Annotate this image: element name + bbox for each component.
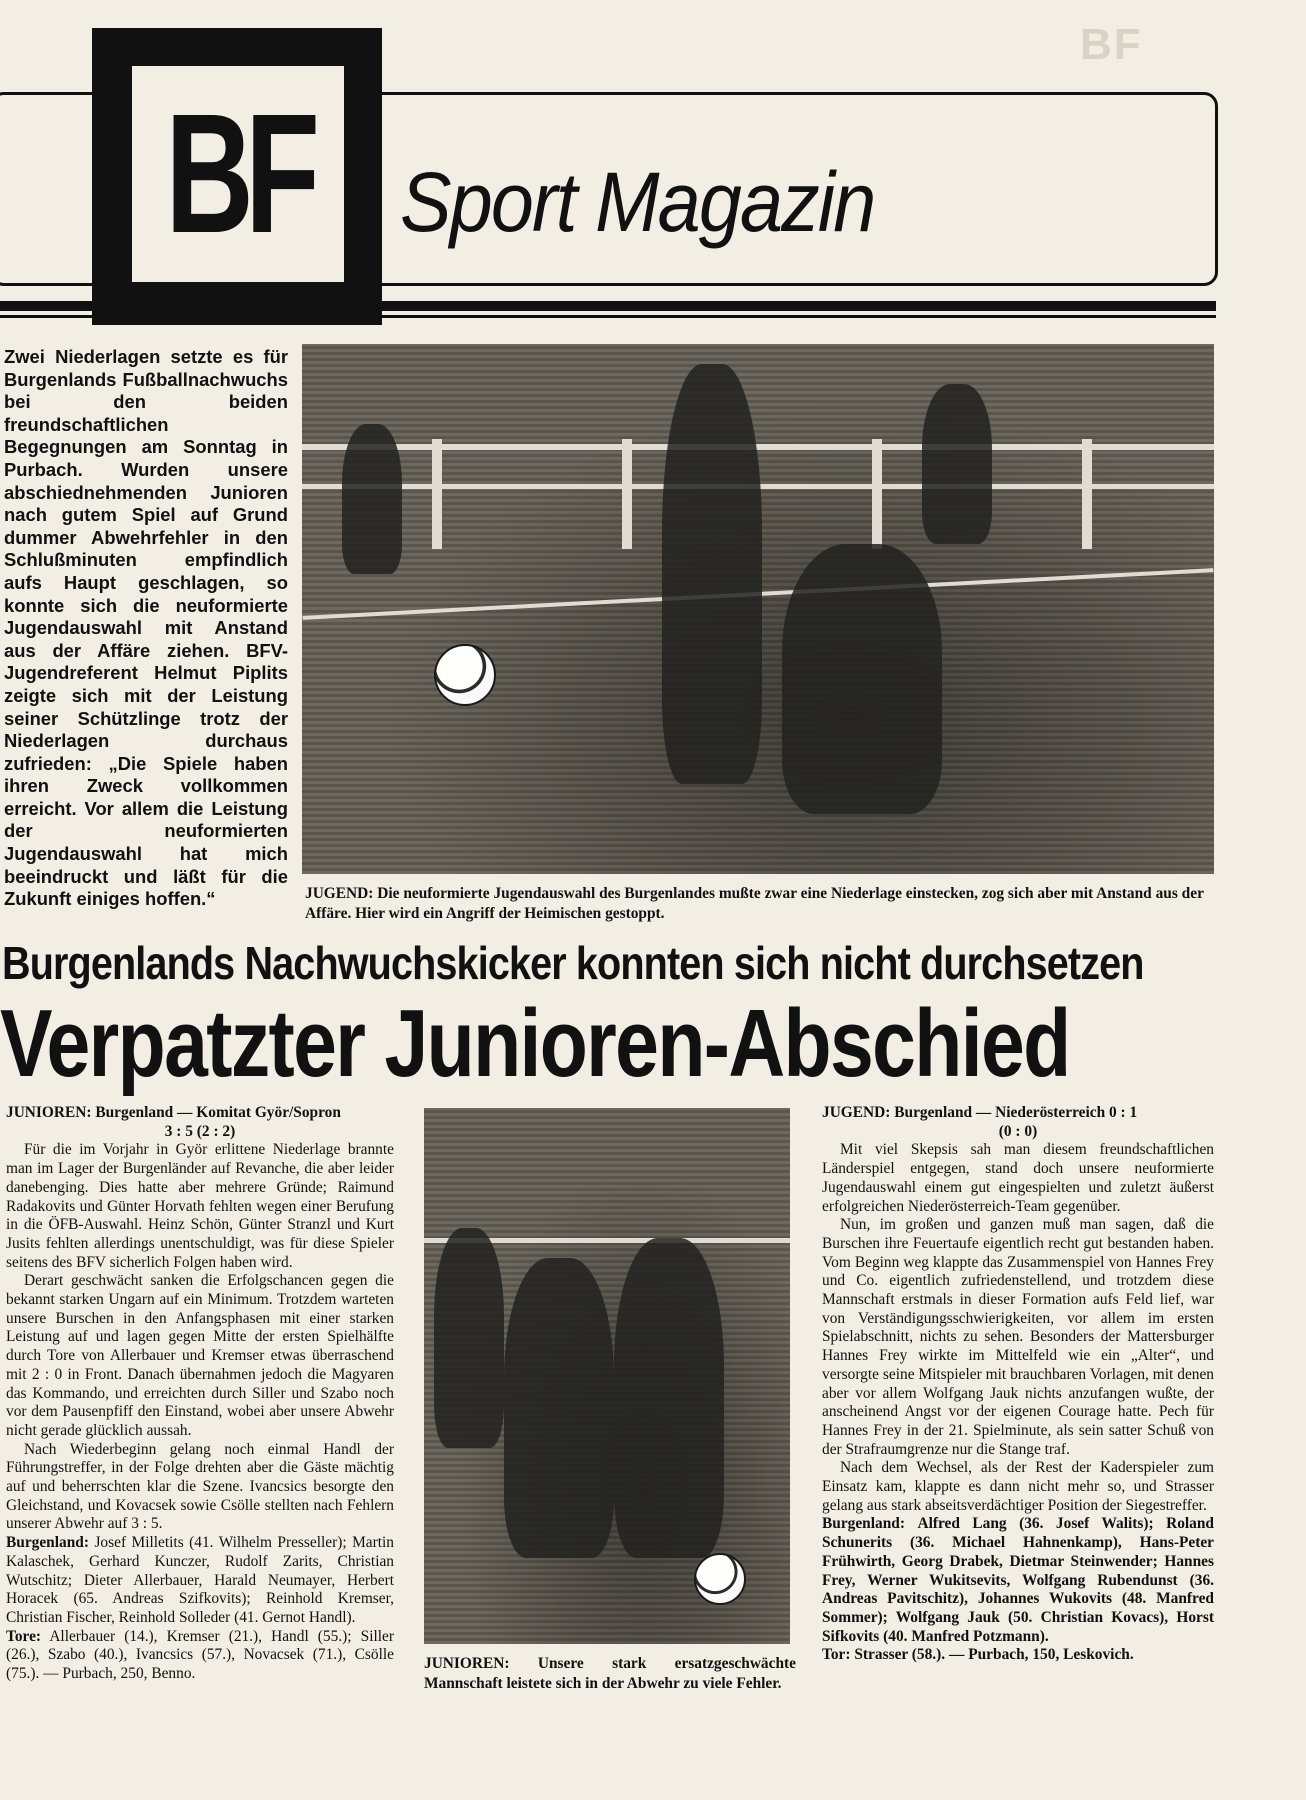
main-headline: Verpatzter Junioren-Abschied	[0, 990, 1070, 1097]
left-lineup: Josef Milletits (41. Wilhelm Presseller); Martin Kalaschek, Gerhard Kunczer, Rudolf Zarits, Christian Wutschitz; Dieter Allerbauer, Harald Neumayer, Herbert Horacek (65. Andreas Szifkovits); Reinhold Kremser, Christian Fischer, Reinhold Solleder (41. Gernot Handl).	[6, 1534, 394, 1626]
right-goals: Strasser (58.). — Purbach, 150, Leskovich.	[854, 1646, 1134, 1664]
right-paragraph-3: Nach dem Wechsel, als der Rest der Kaderspieler zum Einsatz kam, klappte es dann nicht mehr so, und Strasser gelang aus stark abseitsverdächtiger Position der Siegestreffer.	[822, 1459, 1214, 1514]
logo-text: BF	[165, 79, 311, 269]
photo-top	[302, 344, 1214, 874]
left-goals-label: Tore:	[6, 1627, 42, 1645]
left-goals: Allerbauer (14.), Kremser (21.), Handl (55.); Siller (26.), Szabo (40.), Ivancsics (57.), Novacsek (71.), Csölle (75.). — Purbach, 250, Benno.	[6, 1627, 395, 1683]
left-lineup-label: Burgenland:	[6, 1534, 89, 1552]
intro-text: Zwei Niederlagen setzte es für Burgenlands Fußballnachwuchs bei den beiden freundschaftlichen Begegnungen am Sonntag in Purbach. Wurden unsere abschiednehmenden Junioren nach gutem Spiel auf Grund dummer Abwehrfehler in den Schlußminuten empfindlich aufs Haupt geschlagen, so konnte sich die neuformierte Jugendauswahl mit Anstand aus der Affäre ziehen. BFV-Jugendreferent Helmut Piplits zeigte sich mit der Leistung seiner Schützlinge trotz der Niederlagen durchaus zufrieden: „Die Spiele haben ihren Zweck vollkommen erreicht. Vor allem die Leistung der neuformierten Jugendauswahl hat mich beeindruckt und läßt für die Zukunft einiges hoffen.“	[4, 346, 288, 910]
right-heading: JUGEND: Burgenland — Niederösterreich 0 : 1	[822, 1104, 1138, 1121]
left-heading: JUNIOREN: Burgenland — Komitat Györ/Sopron	[6, 1104, 341, 1121]
right-lineup-label: Burgenland:	[822, 1515, 905, 1533]
photo-middle-caption	[424, 1654, 796, 1694]
right-lineup: Alfred Lang (36. Josef Walits); Roland Schunerits (36. Michael Hahnenkamp), Hans-Peter Frühwirth, Georg Drabek, Dietmar Steinwender; Hannes Frey, Werner Wukitsevits, Wolfgang Rubendunst (36. Andreas Pavitschitz), Johannes Wukovits (48. Manfred Sommer); Wolfgang Jauk (50. Christian Kovacs), Horst Sifkovits (40. Manfred Potzmann).	[822, 1515, 1214, 1645]
left-paragraph-1: Für die im Vorjahr in Györ erlittene Niederlage brannte man im Lager der Burgenländer auf Revanche, die aber leider danebenging. Dies hatte aber mehrere Gründe; Raimund Radakovits und Günter Horvath fehlten wegen einer Berufung in die ÖFB-Auswahl. Heinz Schön, Günter Stranzl und Kurt Jusits fehlten allerdings unentschuldigt, was für diese Spieler seitens des BFV sicherlich Folgen haben wird.	[6, 1141, 394, 1271]
left-paragraph-2: Derart geschwächt sanken die Erfolgschancen gegen die bekannt starken Ungarn auf ein Minimum. Trotzdem warteten unsere Burschen in den Anfangsphasen mit einer starken Leistung auf und lagen gegen Mitte der ersten Spielhälfte durch Tore von Allerbauer und Kremser etwas überraschend mit 2 : 0 in Front. Danach übernahmen jedoch die Magyaren das Kommando, und erreichten durch Siller und Szabo noch vor dem Pausenpfiff den Einstand, wobei aber unsere Abwehr nicht gerade glücklich aussah.	[6, 1272, 394, 1439]
photo-middle	[424, 1108, 790, 1644]
magazine-title: Sport Magazin	[400, 155, 875, 249]
right-paragraph-1: Mit viel Skepsis sah man diesem freundschaftlichen Länderspiel entgegen, stand doch unsere neuformierte Jugendauswahl einem gut eingespielten und zuletzt äußerst erfolgreichen Niederösterreich-Team gegenüber.	[822, 1141, 1214, 1215]
right-column	[822, 1104, 1214, 1665]
photo-middle-caption-text: Unsere stark ersatzgeschwächte Mannschaft leistete sich in der Abwehr zu viele Fehler.	[424, 1655, 796, 1692]
bleed-through-text: BF	[1080, 20, 1143, 69]
left-column	[6, 1104, 394, 1684]
photo-top-caption: JUGEND: Die neuformierte Jugendauswahl des Burgenlandes mußte zwar eine Niederlage einstecken, zog sich aber mit Anstand aus der Affäre. Hier wird ein Angriff der Heimischen gestoppt.	[305, 885, 1204, 922]
right-goals-label: Tor:	[822, 1646, 851, 1664]
logo-inner	[132, 66, 344, 282]
photo-middle-caption-lead: JUNIOREN:	[424, 1655, 510, 1672]
left-paragraph-3: Nach Wiederbeginn gelang noch einmal Handl der Führungstreffer, in der Folge drehten aber die Gäste mächtig auf und beherrschten klar die Szene. Ivancsics besorgte den Gleichstand, und Kovacsek sowie Csölle stellten nach Fehlern unserer Abwehr auf 3 : 5.	[6, 1440, 394, 1533]
right-paragraph-2: Nun, im großen und ganzen muß man sagen, daß die Burschen ihre Feuertaufe eigentlich recht gut bestanden haben. Vom Beginn weg klappte das Zusammenspiel von Hannes Frey und Co. eigentlich zufriedenstellend, und trotzdem diese Mannschaft erstmals in dieser Formation aufs Feld lief, war von Verständigungsschwierigkeiten, vor allem im ersten Spielabschnitt, nichts zu sehen. Besonders der Mattersburger Hannes Frey wirkte im Mittelfeld wie ein „Alter“, und versorgte seine Mitspieler mit brauchbaren Vorlagen, mit denen aber vor allem Wolfgang Jauk nichts anzufangen wußte, der anscheinend Angst vor der eigenen Courage hatte. Pech für Hannes Frey in der 21. Spielminute, als sein satter Schuß von der Strafraumgrenze nur die Stange traf.	[822, 1216, 1214, 1458]
right-score: (0 : 0)	[998, 1122, 1038, 1140]
kicker-headline: Burgenlands Nachwuchskicker konnten sich nicht durchsetzen	[2, 937, 1144, 989]
left-score: 3 : 5 (2 : 2)	[164, 1122, 236, 1140]
